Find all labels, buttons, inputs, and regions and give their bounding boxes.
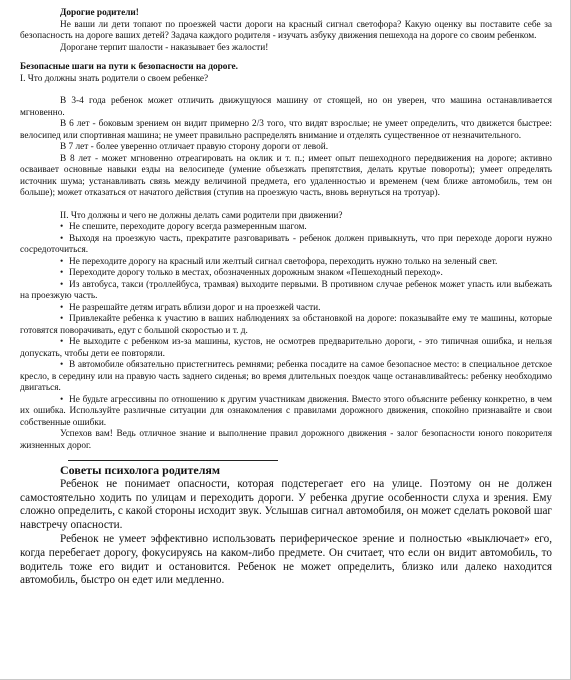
- list-item: • Не выходите с ребенком из-за машины, кустов, не осмотрев предварительно дороги, - это типичная ошибка, и нельзя допускать, чтобы дети ее повторяли.: [20, 337, 552, 360]
- parent-rules-list: [20, 222, 552, 429]
- list-item: • Привлекайте ребенка к участию в ваших наблюдениях за обстановкой на дороге: показывайте ему те машины, которые готовятся поворачивать, едут с большой скоростью и т. д.: [20, 314, 552, 337]
- psychologist-paragraph-1: Ребенок не понимает опасности, которая подстерегает его на улице. Поэтому он не должен самостоятельно ходить по улицам и переходить дороги. У ребенка другие особенности слуха и зрения. Ему сложно определить, с какой стороны исходит звук. Услышав сигнал автомобиля, он может сделать роковой шаг навстречу опасности.: [20, 477, 552, 532]
- proverb-line: Дорогане терпит шалости - наказывает без жалости!: [60, 42, 269, 53]
- question-two: II. Что должны и чего не должны делать сами родители при движении?: [60, 210, 343, 221]
- parents-section: [20, 8, 552, 452]
- question-one: I. Что должны знать родители о своем ребенке?: [20, 73, 209, 84]
- closing-paragraph: Успехов вам! Ведь отличное знание и выполнение правил дорожного движения - залог безопасности юного покорителя жизненных дорог.: [20, 429, 552, 451]
- list-item: • Не переходите дорогу на красный или желтый сигнал светофора, переходить нужно только на зеленый свет.: [20, 257, 552, 269]
- list-item: • Не разрешайте детям играть вблизи дорог и на проезжей части.: [20, 303, 552, 315]
- age-7-paragraph: В 7 лет - более уверенно отличает правую сторону дороги от левой.: [60, 142, 329, 152]
- psychologist-paragraph-2: Ребенок не умеет эффективно использовать периферическое зрение и полностью «выключает» его, когда перебегает дорогу, фокусируясь на каком-либо предмете. Он считает, что если он видит автомобиль, то водитель тоже его видит и остановится. Ребенок не может определить, близко или далеко находится автомобиль, быстро он едет или медленно.: [20, 532, 552, 587]
- list-item: • Переходите дорогу только в местах, обозначенных дорожным знаком «Пешеходный переход».: [20, 268, 552, 280]
- greeting-heading: Дорогие родители!: [60, 8, 139, 18]
- age-3-4-paragraph: В 3-4 года ребенок может отличить движущуюся машину от стоящей, но он уверен, что машина останавливается мгновенно.: [20, 96, 552, 118]
- list-item: • Из автобуса, такси (троллейбуса, трамвая) выходите первыми. В противном случае ребенок может упасть или выбежать на проезжую часть.: [20, 280, 552, 303]
- safe-steps-heading: Безопасные шаги на пути к безопасности на дороге.: [20, 62, 239, 72]
- psychologist-section: [20, 464, 552, 588]
- age-6-paragraph: В 6 лет - боковым зрением он видит примерно 2/3 того, что видят взрослые; не умеет определить, что движется быстрее: велосипед или спортивная машина; не умеет правильно распределять внимание и отделять существенное от незначительного.: [20, 119, 552, 141]
- age-8-paragraph: В 8 лет - может мгновенно отреагировать на оклик и т. п.; имеет опыт пешеходного передвижения на дороге; активно осваивает основные навыки езды на велосипеде (умение объезжать препятствия, делать крутые повороты); умеет определять источник шума; устанавливать связь между величиной предмета, его удаленностью и временем (чем ближе автомобиль, тем он больше); может отказаться от начатого действия (ступив на проезжую часть, вновь вернуться на тротуар).: [20, 153, 552, 198]
- list-item: • Выходя на проезжую часть, прекратите разговаривать - ребенок должен привыкнуть, что при переходе дороги нужно сосредоточиться.: [20, 234, 552, 257]
- list-item: • Не будьте агрессивны по отношению к другим участникам движения. Вместо этого объясните ребенку конкретно, в чем их ошибка. Используйте различные ситуации для ознакомления с правилами дорожного движения, спокойно признавайте и свои собственные ошибки.: [20, 395, 552, 430]
- list-item: • Не спешите, переходите дорогу всегда размеренным шагом.: [20, 222, 552, 234]
- list-item: • В автомобиле обязательно пристегнитесь ремнями; ребенка посадите на самое безопасное место: в специальное детское кресло, в середину или на правую часть заднего сиденья; во время длительных поездок чаще останавливайтесь: ребенку необходимо двигаться.: [20, 360, 552, 395]
- section-divider: [68, 460, 278, 461]
- intro-paragraph: Не ваши ли дети топают по проезжей части дороги на красный сигнал светофора? Какую оценку вы поставите себе за безопасность на дороге ваших детей? Задача каждого родителя - изучать азбуку движения пешехода на дороге со своим ребенком.: [20, 19, 552, 41]
- psychologist-heading: Советы психолога родителям: [60, 463, 221, 477]
